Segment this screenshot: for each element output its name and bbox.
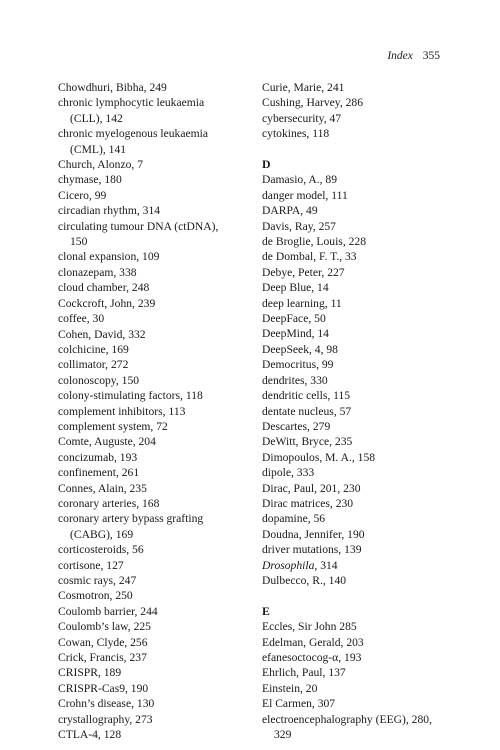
index-entry-text: colchicine, 169 xyxy=(58,342,129,356)
index-entry xyxy=(58,357,238,372)
index-entry xyxy=(262,619,447,634)
index-entry-text: Cushing, Harvey, 286 xyxy=(262,96,364,110)
index-entry-text: Damasio, A., 89 xyxy=(262,173,338,187)
index-entry-italic-term: Drosophila xyxy=(262,558,315,572)
index-entry-text: DARPA, 49 xyxy=(262,204,318,218)
index-entry-text: cybersecurity, 47 xyxy=(262,111,342,125)
index-entry-text: concizumab, 193 xyxy=(58,450,138,464)
index-entry xyxy=(262,712,447,743)
index-entry-text: danger model, 111 xyxy=(262,188,348,202)
index-entry xyxy=(58,126,238,157)
index-entry xyxy=(262,373,447,388)
index-entry-text: dendritic cells, 115 xyxy=(262,389,351,403)
index-entry xyxy=(262,665,447,680)
index-entry xyxy=(58,712,238,727)
right-column-top-entries xyxy=(262,80,447,142)
index-entry-text: cytokines, 118 xyxy=(262,127,330,141)
index-entry-text: circulating tumour DNA (ctDNA), xyxy=(58,219,219,233)
index-entry-text: cosmic rays, 247 xyxy=(58,574,137,587)
section-e-entries xyxy=(262,619,447,742)
index-entry xyxy=(58,558,238,573)
running-header xyxy=(387,49,440,63)
index-entry-text: DeepSeek, 4, 98 xyxy=(262,342,338,356)
index-entry xyxy=(262,434,447,449)
index-entry-text: Comte, Auguste, 204 xyxy=(58,435,156,449)
index-entry xyxy=(58,280,238,295)
index-entry-text: coronary artery bypass grafting xyxy=(58,512,204,526)
index-entry xyxy=(58,265,238,280)
index-entry xyxy=(262,696,447,711)
index-entry-text: Deep Blue, 14 xyxy=(262,281,329,295)
index-entry-text: Edelman, Gerald, 203 xyxy=(262,635,364,649)
index-entry xyxy=(262,450,447,465)
index-entry xyxy=(262,511,447,526)
index-entry xyxy=(262,80,447,95)
index-entry xyxy=(262,496,447,511)
index-entry xyxy=(262,542,447,557)
index-entry-text: electroencephalography (EEG), 280, xyxy=(262,712,432,726)
index-entry xyxy=(262,265,447,280)
index-entry xyxy=(58,511,238,542)
index-entry-text: Doudna, Jennifer, 190 xyxy=(262,527,365,541)
header-label: Index xyxy=(387,50,413,62)
index-entry xyxy=(262,234,447,249)
index-entry xyxy=(58,450,238,465)
index-entry-text: clonal expansion, 109 xyxy=(58,250,160,264)
index-entry xyxy=(58,95,238,126)
index-entry xyxy=(58,573,238,588)
index-entry-text: Curie, Marie, 241 xyxy=(262,81,345,94)
index-entry xyxy=(58,727,238,742)
index-entry-text: complement inhibitors, 113 xyxy=(58,404,186,418)
index-entry-continuation: (CLL), 142 xyxy=(70,111,123,125)
section-letter-e: E xyxy=(262,603,270,618)
index-entry xyxy=(262,111,447,126)
index-entry xyxy=(58,635,238,650)
index-entry-text: El Carmen, 307 xyxy=(262,697,336,711)
index-entry-text: chymase, 180 xyxy=(58,173,122,187)
index-entry xyxy=(262,527,447,542)
index-entry xyxy=(58,696,238,711)
index-entry xyxy=(58,604,238,619)
index-entry-text: Chowdhuri, Bibha, 249 xyxy=(58,81,167,94)
index-entry-text: dentate nucleus, 57 xyxy=(262,404,352,418)
index-entry-text: corticosteroids, 56 xyxy=(58,543,144,557)
index-entry-text: clonazepam, 338 xyxy=(58,265,137,279)
index-column-right xyxy=(262,80,447,742)
index-entry-text: Church, Alonzo, 7 xyxy=(58,158,144,172)
index-entry xyxy=(58,404,238,419)
index-entry-text: complement system, 72 xyxy=(58,419,168,433)
index-entry-text: Crohn’s disease, 130 xyxy=(58,697,155,711)
index-entry xyxy=(58,496,238,511)
index-entry-text: DeWitt, Bryce, 235 xyxy=(262,435,353,449)
index-entry xyxy=(58,327,238,342)
index-entry xyxy=(262,296,447,311)
index-entry xyxy=(262,558,447,573)
index-entry xyxy=(58,157,238,172)
index-entry-text: chronic myelogenous leukaemia xyxy=(58,127,209,141)
index-entry-text: collimator, 272 xyxy=(58,358,129,372)
index-entry-text: de Dombal, F. T., 33 xyxy=(262,250,357,264)
index-entry xyxy=(262,635,447,650)
index-entry-text: driver mutations, 139 xyxy=(262,543,362,557)
index-entry xyxy=(262,203,447,218)
index-entry xyxy=(262,219,447,234)
index-entry-text: Cicero, 99 xyxy=(58,188,107,202)
index-entry-text: Coulomb barrier, 244 xyxy=(58,604,158,618)
index-entry-text: Debye, Peter, 227 xyxy=(262,265,345,279)
index-entry-text: Dimopoulos, M. A., 158 xyxy=(262,450,376,464)
index-entry xyxy=(58,434,238,449)
index-entry-text: Cockcroft, John, 239 xyxy=(58,296,156,310)
index-entry-text: Cohen, David, 332 xyxy=(58,327,146,341)
index-entry-text: DeepFace, 50 xyxy=(262,312,326,326)
index-entry-text: confinement, 261 xyxy=(58,466,140,480)
index-entry-text: dopamine, 56 xyxy=(262,512,326,526)
index-entry xyxy=(58,419,238,434)
index-entry xyxy=(262,465,447,480)
index-entry xyxy=(58,481,238,496)
index-entry xyxy=(58,311,238,326)
index-entry-text: , 314 xyxy=(314,558,338,572)
index-entry xyxy=(58,650,238,665)
index-entry-text: Einstein, 20 xyxy=(262,681,318,695)
index-entry-text: dendrites, 330 xyxy=(262,373,328,387)
index-entry-text: dipole, 333 xyxy=(262,466,315,480)
index-entry xyxy=(262,311,447,326)
index-entry-text: Coulomb’s law, 225 xyxy=(58,620,151,634)
index-entry-continuation: (CABG), 169 xyxy=(70,527,134,541)
index-entry xyxy=(58,681,238,696)
index-entry-text: circadian rhythm, 314 xyxy=(58,204,161,218)
index-entry-text: Crick, Francis, 237 xyxy=(58,651,147,665)
index-entry-text: CRISPR-Cas9, 190 xyxy=(58,681,149,695)
index-entry-text: cortisone, 127 xyxy=(58,558,124,572)
index-entry-text: Ehrlich, Paul, 137 xyxy=(262,666,346,680)
index-entry xyxy=(262,172,447,187)
index-entry xyxy=(58,80,238,95)
index-column-left xyxy=(58,80,238,742)
index-entry xyxy=(262,95,447,110)
index-entry xyxy=(58,373,238,388)
section-letter-d: D xyxy=(262,157,271,172)
index-entry xyxy=(262,404,447,419)
index-entry xyxy=(262,188,447,203)
index-entry-text: colonoscopy, 150 xyxy=(58,373,140,387)
index-entry xyxy=(262,419,447,434)
index-entry-text: efanesoctocog-α, 193 xyxy=(262,651,362,664)
index-entry xyxy=(262,126,447,141)
index-entry-text: Eccles, Sir John 285 xyxy=(262,620,357,634)
index-entry xyxy=(262,681,447,696)
index-entry-text: CTLA-4, 128 xyxy=(58,728,122,742)
index-entry xyxy=(58,172,238,187)
index-entry-text: Davis, Ray, 257 xyxy=(262,219,336,233)
index-entry-text: Connes, Alain, 235 xyxy=(58,481,147,495)
index-entry-text: DeepMind, 14 xyxy=(262,327,329,341)
index-entry xyxy=(58,465,238,480)
index-entry-continuation: 329 xyxy=(274,728,292,742)
index-entry-text: CRISPR, 189 xyxy=(58,666,122,680)
index-entry-text: colony-stimulating factors, 118 xyxy=(58,389,203,403)
index-entry-text: Descartes, 279 xyxy=(262,419,331,433)
index-entry-text: Dulbecco, R., 140 xyxy=(262,573,347,587)
index-entry-text: Democritus, 99 xyxy=(262,358,334,372)
index-entry-continuation: (CML), 141 xyxy=(70,142,127,156)
index-entry-text: crystallography, 273 xyxy=(58,712,153,726)
index-entry xyxy=(58,219,238,250)
index-entry xyxy=(58,342,238,357)
index-entry xyxy=(262,357,447,372)
index-entry xyxy=(58,588,238,603)
index-entry xyxy=(262,573,447,588)
index-entry xyxy=(262,481,447,496)
index-entry xyxy=(262,326,447,341)
index-entry-text: Dirac matrices, 230 xyxy=(262,496,354,510)
index-entry xyxy=(58,542,238,557)
index-entry-text: Cosmotron, 250 xyxy=(58,589,133,603)
index-entry xyxy=(58,619,238,634)
index-entry xyxy=(58,296,238,311)
index-entry xyxy=(58,188,238,203)
index-entry xyxy=(262,249,447,264)
index-entry-text: de Broglie, Louis, 228 xyxy=(262,235,367,249)
index-entry-text: deep learning, 11 xyxy=(262,296,342,310)
index-entry xyxy=(58,388,238,403)
index-entry-text: coronary arteries, 168 xyxy=(58,496,160,510)
index-entry xyxy=(262,650,447,665)
index-entry-text: Dirac, Paul, 201, 230 xyxy=(262,481,361,495)
index-entry xyxy=(58,665,238,680)
index-entry xyxy=(262,280,447,295)
index-entry-text: cloud chamber, 248 xyxy=(58,281,150,295)
index-entry-text: chronic lymphocytic leukaemia xyxy=(58,96,205,110)
index-entry xyxy=(262,388,447,403)
index-entry xyxy=(58,249,238,264)
section-d-entries xyxy=(262,172,447,588)
index-entry-text: Cowan, Clyde, 256 xyxy=(58,635,148,649)
page-number: 355 xyxy=(422,50,440,62)
index-entry-continuation: 150 xyxy=(70,235,88,249)
index-entry xyxy=(262,342,447,357)
index-entry xyxy=(58,203,238,218)
index-entry-text: coffee, 30 xyxy=(58,312,105,326)
